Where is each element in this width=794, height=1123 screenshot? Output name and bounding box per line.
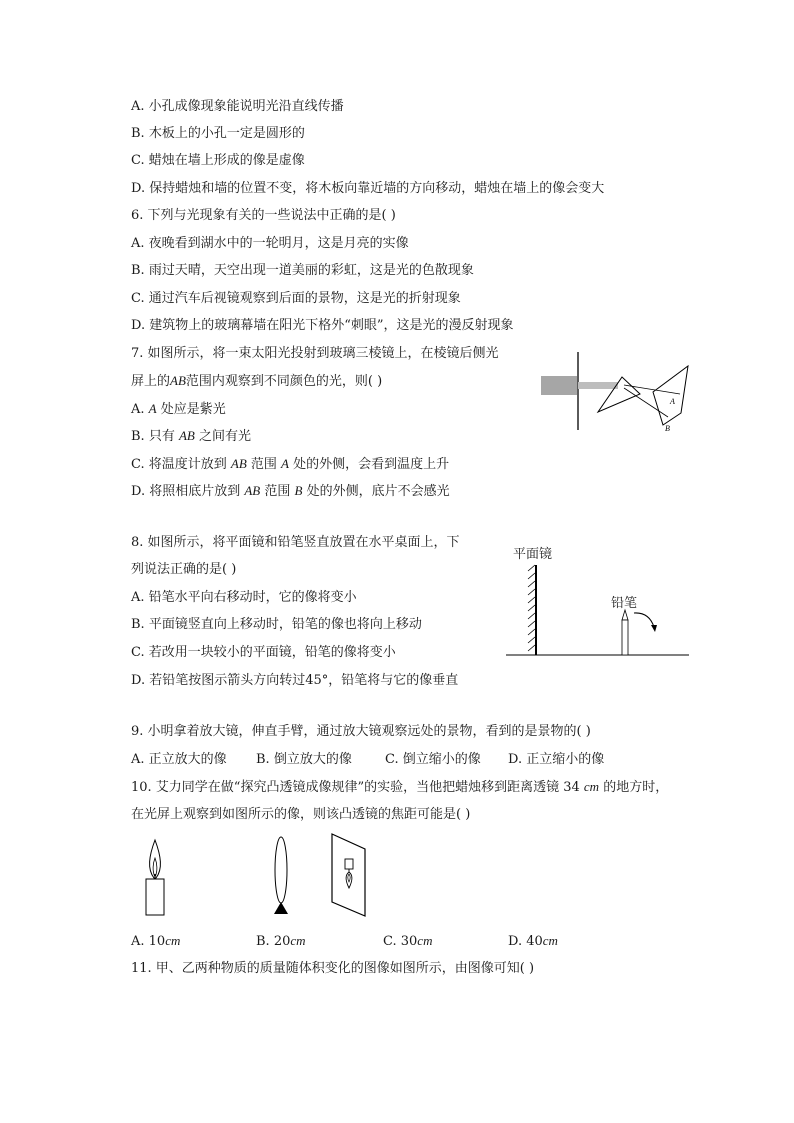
q8-option-d: D. 若铅笔按图示箭头方向转过45°，铅笔将与它的像垂直 [131, 673, 459, 688]
rotation-arrow [634, 613, 654, 627]
q7-d-mid: 范围 [260, 484, 295, 499]
convex-lens-icon [274, 837, 288, 914]
pencil-icon [622, 610, 628, 655]
q8-stem-line1: 8. 如图所示，将平面镜和铅笔竖直放置在水平桌面上，下 [131, 535, 460, 550]
q7-c-suffix: 处的外侧，会看到温度上升 [289, 457, 450, 472]
q10-unit: cm [583, 779, 600, 794]
light-screen [653, 366, 688, 425]
q6-option-c: C. 通过汽车后视镜观察到后面的景物，这是光的折射现象 [131, 291, 461, 306]
q9-option-d: D. 正立缩小的像 [508, 752, 605, 767]
q6-option-d: D. 建筑物上的玻璃幕墙在阳光下格外“刺眼”，这是光的漫反射现象 [131, 318, 514, 333]
q10-stem-text-b: 的地方时， [599, 780, 669, 795]
q5-option-b: B. 木板上的小孔一定是圆形的 [131, 126, 305, 141]
q9-option-b: B. 倒立放大的像 [256, 752, 352, 767]
q7-d-prefix: D. 将照相底片放到 [131, 484, 245, 499]
q5-option-c: C. 蜡烛在墙上形成的像是虚像 [131, 153, 305, 168]
q7-d-var: B [294, 483, 303, 498]
q7-prism-figure [540, 352, 700, 432]
q10-lens-figure [140, 832, 380, 922]
q10-d-unit: cm [542, 933, 558, 948]
q10-c-unit: cm [417, 933, 433, 948]
q10-a-unit: cm [165, 933, 181, 948]
q8-stem-line2: 列说法正确的是( ) [131, 562, 237, 577]
q10-option-b [256, 933, 306, 950]
light-screen-icon [332, 834, 365, 916]
q7-c-prefix: C. 将温度计放到 [131, 457, 231, 472]
q7-c-var-ab: AB [230, 456, 247, 471]
q10-b-unit: cm [290, 933, 306, 948]
q10-stem-text-a: 10. 艾力同学在做“探究凸透镜成像规律”的实验，当他把蜡烛移到距离透镜 34 [131, 780, 584, 795]
rotation-arrow-head [651, 625, 657, 632]
q7-d-var-ab: AB [244, 483, 261, 498]
q11-stem: 11. 甲、乙两种物质的质量随体积变化的图像如图所示，由图像可知( ) [131, 961, 535, 976]
q10-option-d [508, 933, 558, 950]
q7-option-b [131, 428, 251, 445]
aperture-beam [578, 382, 618, 389]
q7-stem-line2 [131, 373, 382, 390]
q9-stem: 9. 小明拿着放大镜，伸直手臂，通过放大镜观察远处的景物，看到的是景物的( ) [131, 724, 591, 739]
q10-stem-line1 [131, 779, 668, 796]
q5-option-a: A. 小孔成像现象能说明光沿直线传播 [131, 99, 344, 114]
q7-stem-text-a: 屏上的 [131, 374, 171, 389]
q7-fig-label-b: B [665, 424, 670, 433]
q7-b-prefix: B. 只有 [131, 429, 179, 444]
q7-b-var: AB [178, 428, 195, 443]
q10-b-value: B. 20 [256, 934, 291, 949]
q5-option-d: D. 保持蜡烛和墙的位置不变，将木板向靠近墙的方向移动，蜡烛在墙上的像会变大 [131, 181, 605, 196]
q8-option-a: A. 铅笔水平向右移动时，它的像将变小 [131, 590, 357, 605]
q6-option-b: B. 雨过天晴，天空出现一道美丽的彩虹，这是光的色散现象 [131, 263, 474, 278]
q10-c-value: C. 30 [383, 934, 418, 949]
q6-stem: 6. 下列与光现象有关的一些说法中正确的是( ) [131, 208, 396, 223]
q7-c-mid: 范围 [246, 457, 282, 472]
q9-option-a: A. 正立放大的像 [131, 752, 227, 767]
q10-option-c [383, 933, 432, 950]
q7-fig-label-a: A [670, 397, 675, 406]
q8-fig-mirror-label: 平面镜 [513, 547, 553, 562]
q10-a-value: A. 10 [131, 934, 166, 949]
q7-b-suffix: 之间有光 [194, 429, 251, 444]
sunlight-beam [541, 376, 577, 395]
q7-option-a [131, 401, 226, 418]
q8-fig-pencil-label: 铅笔 [611, 596, 638, 611]
q8-option-c: C. 若改用一块较小的平面镜，铅笔的像将变小 [131, 645, 396, 660]
candle-icon [146, 840, 164, 915]
q8-mirror-figure [506, 565, 691, 660]
q7-a-var: A [148, 401, 157, 416]
q8-option-b: B. 平面镜竖直向上移动时，铅笔的像也将向上移动 [131, 617, 422, 632]
q9-option-c: C. 倒立缩小的像 [385, 752, 481, 767]
q10-option-a [131, 933, 180, 950]
refracted-ray-bottom [624, 388, 668, 417]
q10-d-value: D. 40 [508, 934, 543, 949]
q10-stem-line2: 在光屏上观察到如图所示的像，则该凸透镜的焦距可能是( ) [131, 807, 471, 822]
q7-d-suffix: 处的外侧，底片不会感光 [302, 484, 450, 499]
refracted-ray-top [624, 385, 680, 394]
q7-var-ab: AB [170, 373, 186, 388]
q7-a-suffix: 处应是紫光 [156, 402, 226, 417]
q7-stem-text-b: 范围内观察到不同颜色的光，则( ) [185, 374, 383, 389]
q6-option-a: A. 夜晚看到湖水中的一轮明月，这是月亮的实像 [131, 236, 409, 251]
q7-c-var: A [281, 456, 289, 471]
mirror-hatching [528, 565, 535, 651]
q7-option-d [131, 483, 450, 500]
q7-a-prefix: A. [131, 402, 149, 417]
q7-option-c [131, 456, 449, 473]
q7-stem-line1: 7. 如图所示，将一束太阳光投射到玻璃三棱镜上，在棱镜后侧光 [131, 346, 499, 361]
